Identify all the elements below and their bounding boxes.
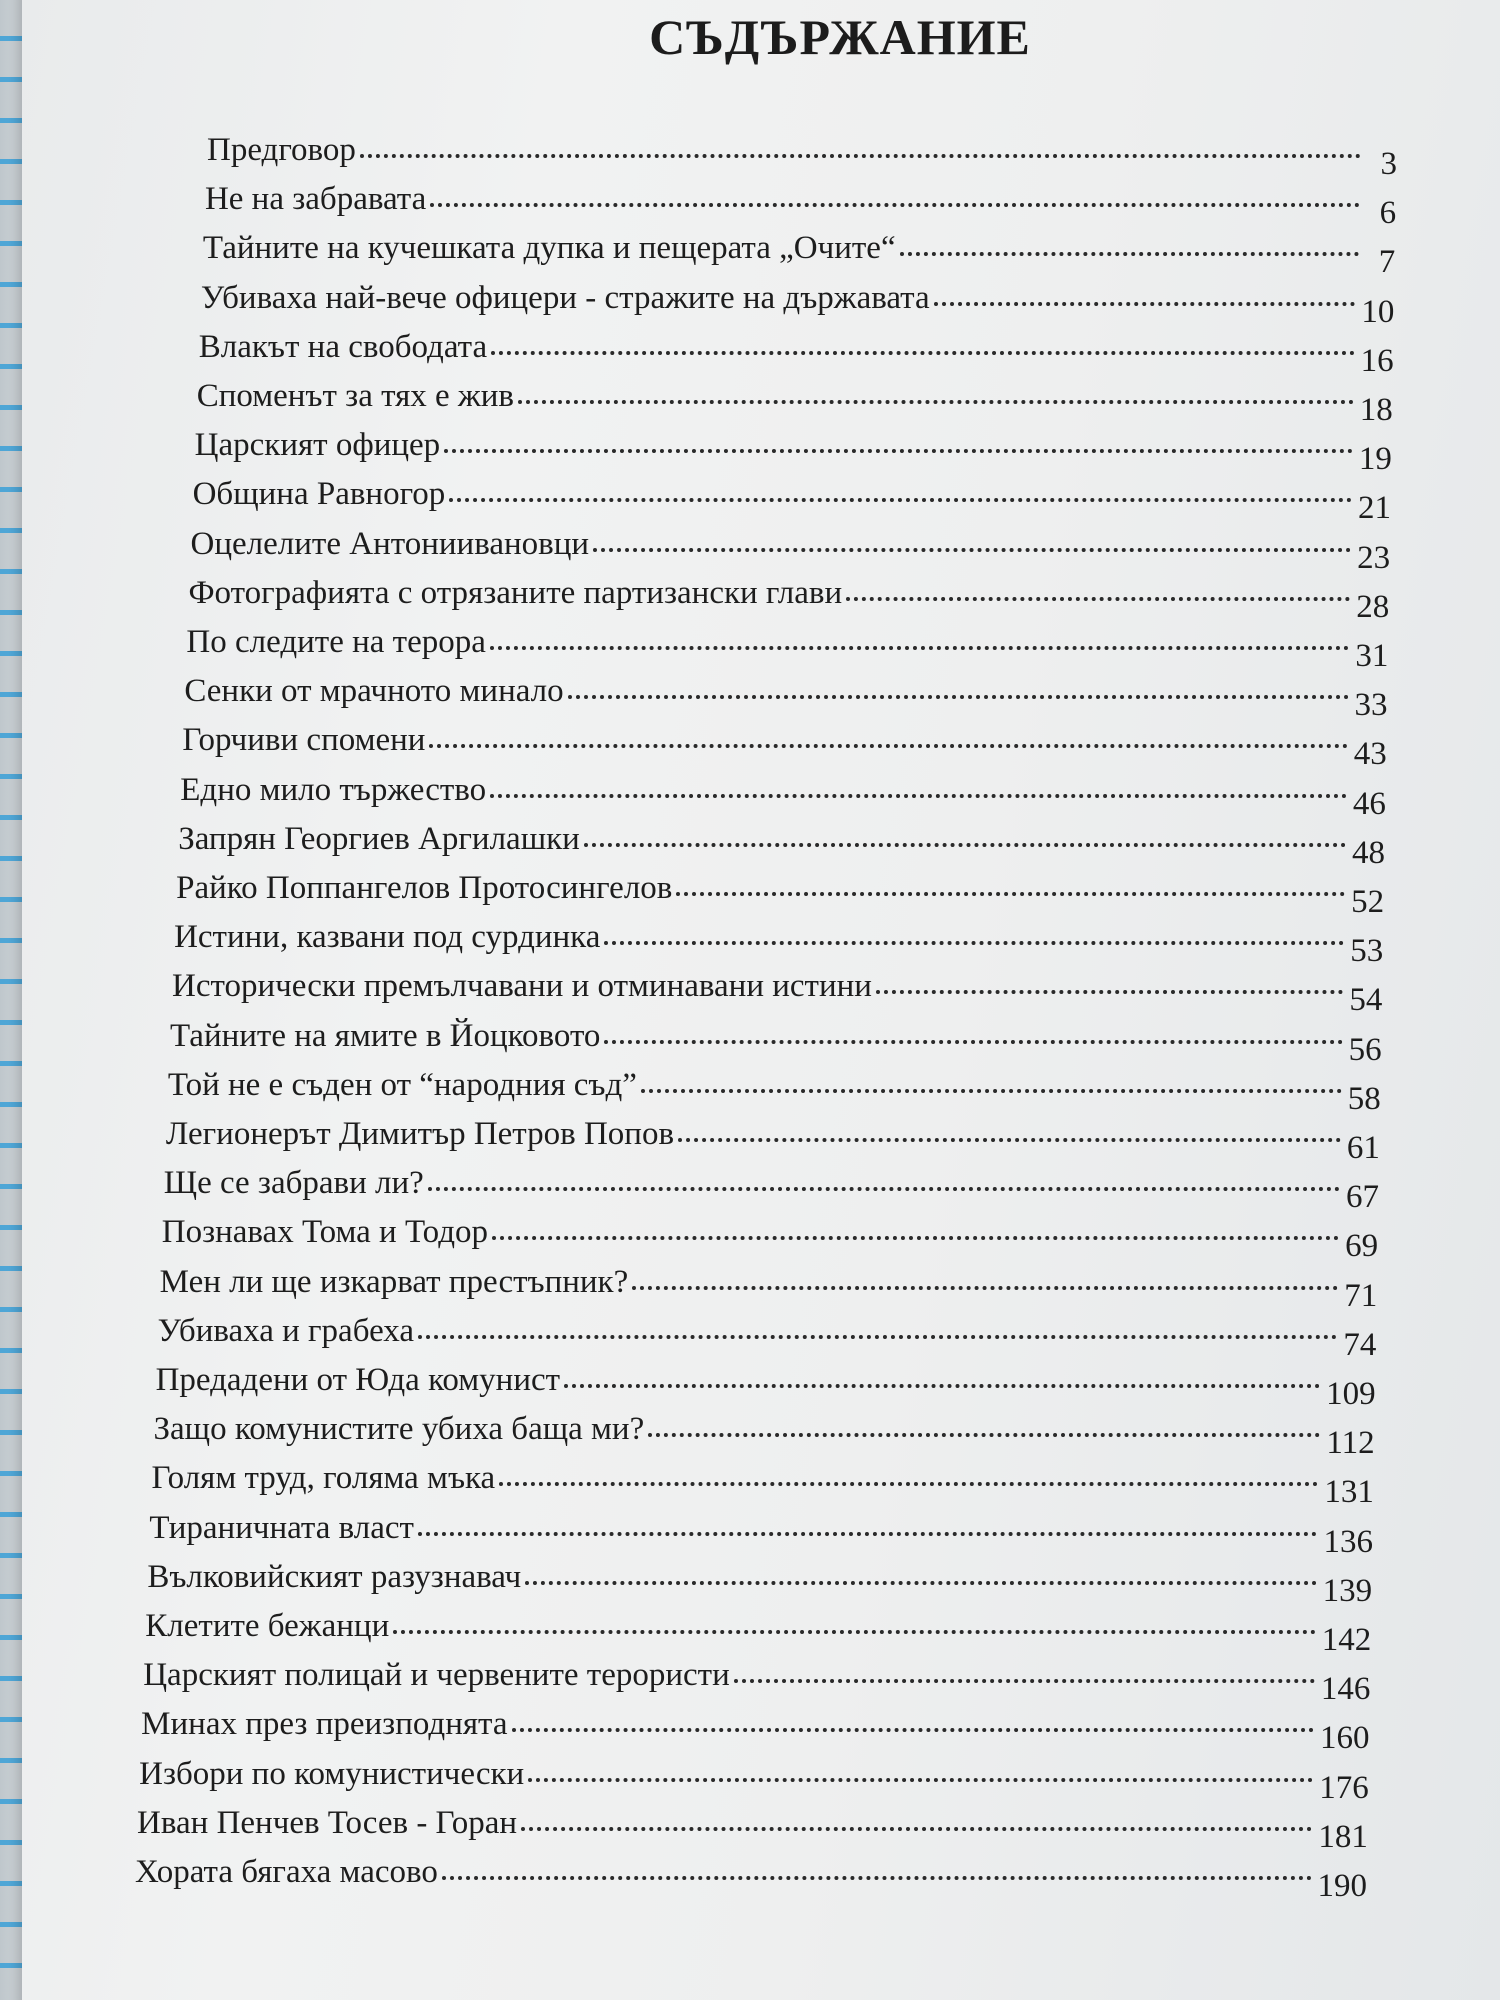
- toc-entry-title: Едно мило тържество: [180, 771, 487, 808]
- toc-entry-page-number: 136: [1323, 1523, 1373, 1560]
- toc-entry-title: Вълковийският разузнавач: [147, 1558, 522, 1595]
- toc-entry-page-number: 142: [1321, 1622, 1372, 1658]
- toc-entry-title: Тайните на кучешката дупка и пещерата „Очите“: [202, 230, 896, 267]
- dot-leader: [512, 1728, 1315, 1732]
- toc-entry-page-number: 69: [1345, 1228, 1379, 1265]
- dot-leader: [648, 1433, 1320, 1437]
- toc-entry: [159, 1262, 1378, 1314]
- toc-entry-page-number: 146: [1320, 1671, 1371, 1708]
- toc-entry-page-number: 74: [1343, 1326, 1377, 1363]
- toc-entry-page-number: 181: [1318, 1818, 1368, 1855]
- dot-leader: [604, 941, 1344, 945]
- dot-leader: [491, 351, 1354, 355]
- toc-entry-title: Убиваха най-вече офицери - стражите на държавата: [200, 279, 930, 316]
- toc-entry-page-number: 112: [1326, 1425, 1375, 1462]
- toc-entry-page-number: 58: [1347, 1080, 1381, 1117]
- toc-entry-title: Мен ли ще изкарват престъпник?: [159, 1263, 629, 1300]
- toc-entry-page-number: 54: [1349, 982, 1383, 1019]
- dot-leader: [641, 1089, 1342, 1093]
- dot-leader: [518, 400, 1354, 404]
- toc-entry-title: Горчиви спомени: [182, 722, 426, 759]
- toc-entry-title: Царският полицай и червените терористи: [143, 1657, 730, 1694]
- toc-entry-title: Ще се забрави ли?: [163, 1165, 424, 1202]
- toc-entry: [157, 1311, 1377, 1363]
- page-title: СЪДЪРЖАНИЕ: [649, 9, 1031, 65]
- dot-leader: [499, 1482, 1318, 1486]
- toc-entry: [190, 524, 1391, 576]
- dot-leader: [490, 646, 1350, 650]
- dot-leader: [846, 597, 1350, 601]
- toc-entry-title: Предадени от Юда комунист: [155, 1362, 561, 1398]
- toc-entry: [186, 622, 1389, 674]
- dot-leader: [528, 1778, 1313, 1782]
- book-page: [22, 0, 1500, 2000]
- toc-entry: [147, 1557, 1373, 1609]
- toc-entry: [204, 179, 1397, 232]
- toc-entry: [169, 1016, 1382, 1068]
- toc-entry-page-number: 139: [1322, 1572, 1373, 1609]
- toc-entry-page-number: 10: [1361, 293, 1395, 330]
- toc-entry: [182, 720, 1387, 773]
- toc-entry-title: Тайните на ямите в Йоцковото: [169, 1017, 601, 1054]
- toc-entry: [176, 868, 1385, 920]
- notebook-edge: [0, 0, 22, 2000]
- toc-entry-title: Не на забравата: [204, 181, 427, 218]
- toc-entry-title: Избори по комунистически: [139, 1755, 525, 1792]
- dot-leader: [360, 154, 1361, 158]
- toc-entry-page-number: 31: [1355, 638, 1389, 674]
- toc-entry-page-number: 109: [1326, 1376, 1376, 1412]
- toc-entry-title: Той не е съден от “народния съд”: [167, 1066, 637, 1103]
- dot-leader: [676, 892, 1345, 896]
- toc-entry: [149, 1508, 1373, 1560]
- toc-entry: [151, 1458, 1374, 1511]
- toc-entry-page-number: 190: [1317, 1868, 1367, 1904]
- dot-leader: [444, 449, 1353, 453]
- toc-entry: [167, 1065, 1381, 1117]
- toc-entry-title: Защо комунистите убиха баща ми?: [153, 1411, 645, 1448]
- dot-leader: [678, 1138, 1341, 1142]
- toc-entry-title: Оцелелите Антониивановци: [190, 525, 590, 562]
- toc-entry: [202, 228, 1396, 281]
- toc-entry-page-number: 16: [1360, 342, 1394, 379]
- toc-entry: [141, 1704, 1370, 1757]
- toc-entry-page-number: 52: [1351, 884, 1385, 920]
- toc-entry-page-number: 23: [1357, 539, 1391, 576]
- toc-entry-page-number: 19: [1358, 441, 1392, 478]
- toc-entry-page-number: 33: [1354, 687, 1388, 724]
- dot-leader: [418, 1532, 1318, 1536]
- dot-leader: [900, 252, 1360, 256]
- dot-leader: [521, 1827, 1312, 1831]
- toc-entry-title: Споменът за тях е жив: [196, 378, 514, 414]
- toc-entry-title: Исторически премълчавани и отминавани истини: [172, 968, 872, 1005]
- toc-entry-page-number: 67: [1345, 1179, 1379, 1216]
- dot-leader: [418, 1335, 1337, 1339]
- toc-entry-page-number: 28: [1356, 588, 1390, 625]
- toc-entry-page-number: 7: [1378, 244, 1396, 281]
- toc-entry-page-number: 6: [1379, 195, 1397, 232]
- dot-leader: [876, 990, 1343, 994]
- toc-entry-title: Райко Поппангелов Протосингелов: [176, 870, 673, 906]
- dot-leader: [604, 1040, 1342, 1044]
- dot-leader: [490, 794, 1347, 798]
- toc-entry-title: Голям труд, голяма мъка: [151, 1460, 496, 1497]
- toc-entry: [180, 770, 1386, 822]
- toc-entry-page-number: 43: [1353, 736, 1387, 773]
- toc-entry-title: Истини, казвани под сурдинка: [174, 919, 601, 956]
- toc-entry-page-number: 48: [1351, 834, 1385, 871]
- toc-entry-page-number: 160: [1320, 1720, 1370, 1757]
- dot-leader: [934, 302, 1356, 306]
- dot-leader: [525, 1581, 1316, 1585]
- toc-entry: [207, 130, 1397, 182]
- dot-leader: [593, 548, 1351, 552]
- toc-entry: [137, 1803, 1368, 1855]
- dot-leader: [492, 1236, 1339, 1240]
- dot-leader: [734, 1679, 1315, 1683]
- toc-entry-title: Царският офицер: [194, 427, 441, 464]
- toc-entry: [196, 376, 1393, 428]
- toc-entry-title: Община Равногор: [192, 476, 446, 513]
- toc-entry-title: Убиваха и грабеха: [157, 1312, 414, 1349]
- toc-entry-page-number: 3: [1380, 146, 1397, 182]
- toc-entry-title: Иван Пенчев Тосев - Горан: [137, 1804, 518, 1841]
- toc-entry-title: Минах през преизподнята: [141, 1706, 508, 1743]
- toc-entry: [145, 1606, 1372, 1658]
- toc-entry-title: Познавах Тома и Тодор: [161, 1214, 488, 1251]
- toc-entry-page-number: 56: [1348, 1031, 1382, 1068]
- toc-entry-page-number: 176: [1319, 1769, 1369, 1806]
- toc-entry: [165, 1114, 1380, 1166]
- toc-entry: [172, 966, 1383, 1019]
- dot-leader: [428, 1187, 1340, 1191]
- toc-entry: [178, 819, 1385, 871]
- dot-leader: [442, 1876, 1312, 1880]
- toc-entry-page-number: 131: [1324, 1474, 1374, 1511]
- toc-entry-title: Фотографията с отрязаните партизански глави: [188, 574, 843, 611]
- dot-leader: [449, 498, 1352, 502]
- toc-entry: [174, 917, 1384, 970]
- toc-entry: [194, 425, 1392, 478]
- toc-entry: [153, 1409, 1375, 1462]
- toc-entry-page-number: 61: [1346, 1130, 1380, 1166]
- toc-entry-title: По следите на терора: [186, 624, 486, 660]
- toc-entry-title: Запрян Георгиев Аргилашки: [178, 820, 580, 857]
- toc-entry: [198, 327, 1394, 379]
- toc-entry: [139, 1754, 1369, 1806]
- toc-entry-title: Предговор: [207, 132, 356, 168]
- toc-entry-title: Хората бягаха масово: [135, 1854, 438, 1890]
- toc-entry-page-number: 71: [1344, 1277, 1378, 1314]
- dot-leader: [584, 843, 1346, 847]
- toc-entry: [192, 474, 1391, 527]
- toc-entry-title: Клетите бежанци: [145, 1608, 390, 1644]
- toc-entry: [188, 573, 1390, 625]
- dot-leader: [568, 695, 1349, 699]
- toc-entry-title: Влакът на свободата: [198, 328, 488, 365]
- toc-entry: [135, 1852, 1367, 1904]
- toc-entry: [161, 1212, 1379, 1265]
- toc-entry: [163, 1163, 1379, 1216]
- toc-entry-page-number: 18: [1359, 392, 1393, 428]
- toc-entry-page-number: 53: [1350, 933, 1384, 970]
- toc-entry-page-number: 46: [1352, 785, 1386, 822]
- toc-entry-title: Тираничната власт: [149, 1509, 414, 1546]
- toc-entry-title: Легионерът Димитър Петров Попов: [165, 1116, 675, 1152]
- dot-leader: [632, 1286, 1338, 1290]
- toc-entry-title: Сенки от мрачното минало: [184, 673, 564, 710]
- dot-leader: [430, 203, 1360, 207]
- dot-leader: [564, 1384, 1320, 1388]
- toc-entry: [143, 1655, 1371, 1708]
- toc-entry: [155, 1360, 1376, 1412]
- dot-leader: [429, 744, 1347, 748]
- dot-leader: [393, 1630, 1316, 1634]
- toc-entry: [184, 671, 1388, 724]
- toc-entry: [200, 278, 1395, 330]
- toc-entry-page-number: 21: [1357, 490, 1391, 527]
